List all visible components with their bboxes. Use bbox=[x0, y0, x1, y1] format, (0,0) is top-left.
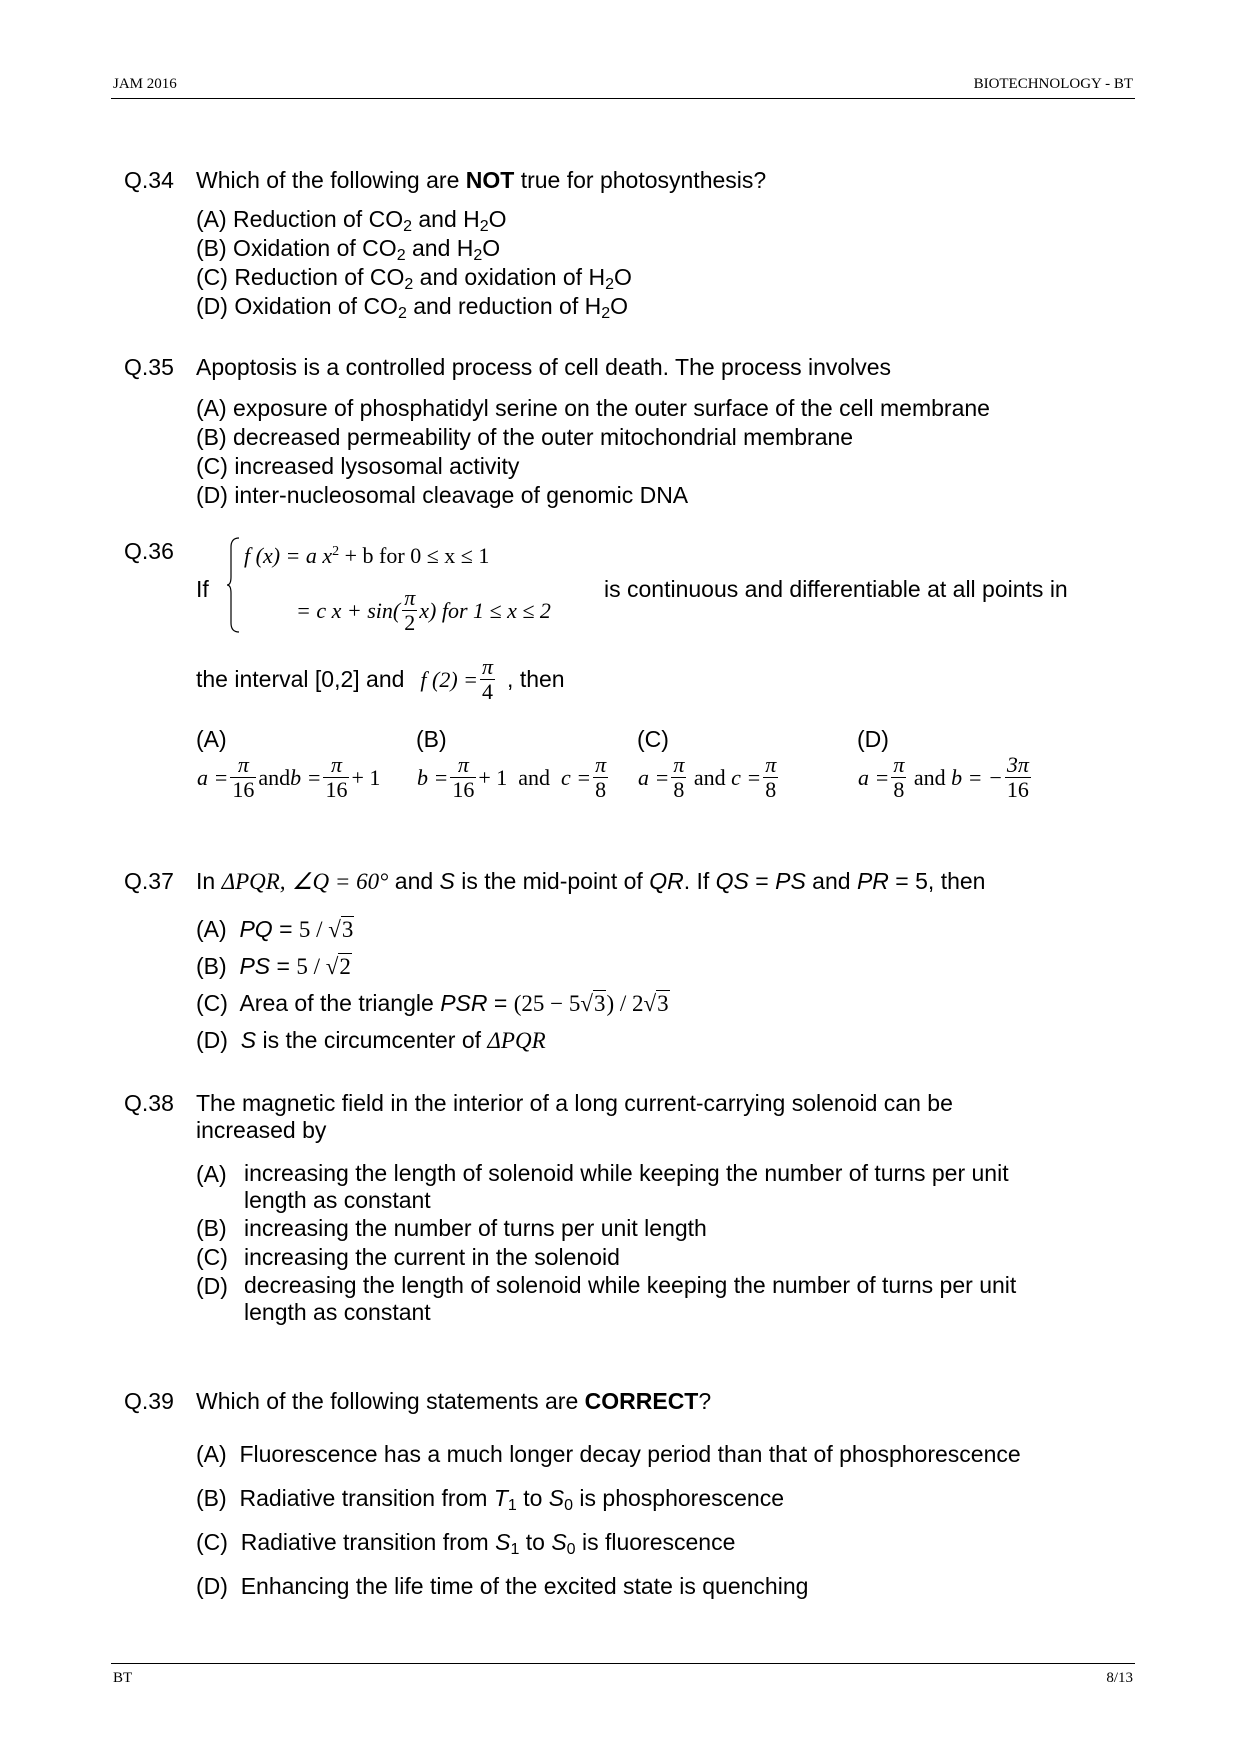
piecewise-case-2: = c x + sin( $\frac{\pi}{2}$ x) for 1 ≤ x ≤ 2 bbox=[296, 585, 551, 635]
option-d: (D) Enhancing the life time of the excited state is quenching bbox=[196, 1573, 809, 1599]
question-stem: Which of the following are NOT true for photosynthesis? bbox=[196, 167, 767, 193]
option-c: (C) Reduction of $CO_2$ and oxidation of $H_2O$ bbox=[196, 264, 632, 293]
piecewise-case-1: f (x) = a $x^2 + b$ for 0 ≤ x ≤ 1 bbox=[244, 543, 490, 568]
question-stem: Apoptosis is a controlled process of cell death. The process involves bbox=[196, 354, 892, 380]
option-b: (B) decreased permeability of the outer mitochondrial membrane bbox=[196, 424, 854, 450]
option-b: (B) Radiative transition from $T_1$ to $S_0$ is phosphorescence bbox=[196, 1485, 784, 1514]
continuity-text: is continuous and differentiable at all points in bbox=[604, 576, 1068, 602]
option-a: (A) Reduction of $CO_2$ and $H_2O$ bbox=[196, 206, 507, 235]
question-number: Q.39 bbox=[124, 1388, 174, 1414]
interval-line: the interval [0,2] and f (2) = $\frac{\pi}{4}$ , then bbox=[196, 654, 565, 704]
header-subject: BIOTECHNOLOGY - BT bbox=[973, 76, 1133, 92]
page-footer bbox=[111, 1663, 1135, 1690]
footer-paper-code: BT bbox=[113, 1670, 133, 1686]
if-label: If bbox=[196, 576, 209, 602]
option-b: b = $\frac{\pi}{16}$ + 1 and c = $\frac{\pi}{8}$ bbox=[417, 752, 607, 802]
piecewise-brace bbox=[226, 537, 240, 633]
option-d: (D) decreasing the length of solenoid while keeping the number of turns per unit length as constant bbox=[196, 1272, 1017, 1325]
option-d: (D) inter-nucleosomal cleavage of genomic DNA bbox=[196, 482, 689, 508]
question-stem: In ΔPQR, ∠Q = 60° and S is the mid-point of QR. If QS = PS and PR = 5, then bbox=[196, 868, 986, 894]
option-c-label: (C) bbox=[637, 726, 669, 752]
page-number: 8/13 bbox=[1106, 1670, 1133, 1686]
question-38 bbox=[124, 1090, 1134, 1326]
option-a: (A) PQ = 5 / √3 bbox=[196, 916, 354, 942]
question-37 bbox=[124, 868, 1134, 1059]
option-a: (A) exposure of phosphatidyl serine on the outer surface of the cell membrane bbox=[196, 395, 990, 421]
option-b: (B) increasing the number of turns per unit length bbox=[196, 1215, 707, 1241]
option-b: (B) Oxidation of $CO_2$ and $H_2O$ bbox=[196, 235, 501, 264]
option-d: (D) S is the circumcenter of ΔPQR bbox=[196, 1027, 546, 1053]
question-number: Q.35 bbox=[124, 354, 174, 380]
option-c: (C) increasing the current in the solenoid bbox=[196, 1244, 620, 1270]
question-number: Q.36 bbox=[124, 538, 174, 564]
option-b: (B) PS = 5 / √2 bbox=[196, 953, 351, 979]
option-d: a = $\frac{\pi}{8}$ and b = − $\frac{3\pi}{16}$ bbox=[858, 752, 1029, 802]
option-a: (A) increasing the length of solenoid while keeping the number of turns per unit length as constant bbox=[196, 1160, 1009, 1213]
option-c: (C) Area of the triangle PSR = (25 − 5√3) / 2√3 bbox=[196, 990, 669, 1016]
option-a: (A) Fluorescence has a much longer decay period than that of phosphorescence bbox=[196, 1441, 1021, 1467]
question-35 bbox=[124, 354, 1134, 510]
header-exam: JAM 2016 bbox=[113, 76, 177, 92]
question-stem: Which of the following statements are CORRECT? bbox=[196, 1388, 712, 1414]
option-c: (C) Radiative transition from $S_1$ to $S_0$ is fluorescence bbox=[196, 1529, 736, 1558]
question-number: Q.38 bbox=[124, 1090, 174, 1116]
option-c: (C) increased lysosomal activity bbox=[196, 453, 520, 479]
option-b-label: (B) bbox=[416, 726, 447, 752]
question-number: Q.37 bbox=[124, 868, 174, 894]
question-34 bbox=[124, 167, 1134, 321]
option-a-label: (A) bbox=[196, 726, 227, 752]
option-d: (D) Oxidation of $CO_2$ and reduction of $H_2O$ bbox=[196, 293, 628, 322]
option-c: a = $\frac{\pi}{8}$ and c = $\frac{\pi}{8}$ bbox=[638, 752, 777, 802]
question-stem: The magnetic field in the interior of a long current-carrying solenoid can be increased by bbox=[196, 1090, 953, 1143]
option-d-label: (D) bbox=[857, 726, 889, 752]
question-number: Q.34 bbox=[124, 167, 174, 193]
page-header bbox=[111, 76, 1135, 99]
question-39 bbox=[124, 1388, 1134, 1608]
option-a: a = $\frac{\pi}{16}$ and b = $\frac{\pi}{16}$ + 1 bbox=[197, 752, 381, 802]
